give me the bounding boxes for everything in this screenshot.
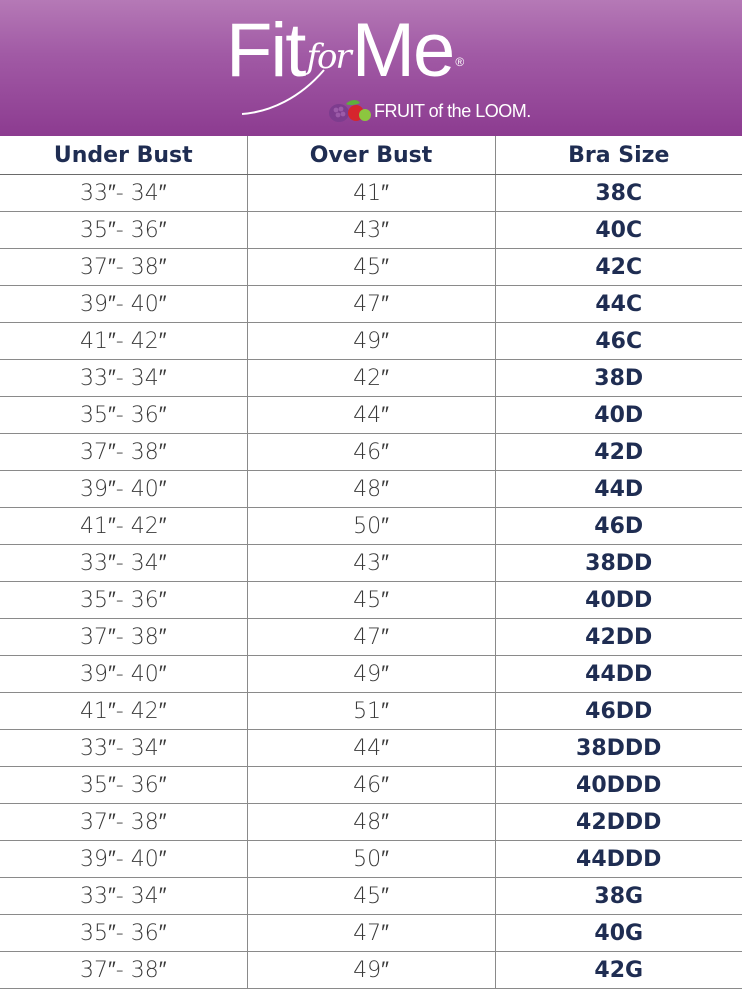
table-row bbox=[0, 619, 742, 656]
header-row bbox=[0, 136, 742, 175]
table-row bbox=[0, 286, 742, 323]
table-row bbox=[0, 767, 742, 804]
logo-for: for bbox=[306, 37, 350, 77]
fruit-cluster-icon bbox=[326, 98, 372, 124]
table-row bbox=[0, 471, 742, 508]
bra-size-cell: 40D bbox=[495, 397, 742, 434]
fruit-of-the-loom-text: FRUIT of the LOOM. bbox=[374, 100, 531, 121]
bra-size-cell: 44D bbox=[495, 471, 742, 508]
over-bust-cell: 47″ bbox=[247, 619, 495, 656]
under-bust-cell: 33″- 34″ bbox=[0, 360, 247, 397]
under-bust-cell: 37″- 38″ bbox=[0, 249, 247, 286]
bra-size-cell: 38DD bbox=[495, 545, 742, 582]
logo-registered-mark: ® bbox=[455, 55, 465, 69]
over-bust-cell: 42″ bbox=[247, 360, 495, 397]
table-row bbox=[0, 693, 742, 730]
table-row bbox=[0, 730, 742, 767]
table-row bbox=[0, 434, 742, 471]
table-header bbox=[0, 136, 742, 175]
under-bust-cell: 37″- 38″ bbox=[0, 434, 247, 471]
logo-me: Me bbox=[351, 8, 454, 93]
table-row bbox=[0, 952, 742, 989]
fruit-of-the-loom-logo bbox=[326, 98, 531, 124]
over-bust-cell: 49″ bbox=[247, 952, 495, 989]
under-bust-cell: 35″- 36″ bbox=[0, 212, 247, 249]
table-row bbox=[0, 175, 742, 212]
table-row bbox=[0, 804, 742, 841]
bra-size-cell: 40DD bbox=[495, 582, 742, 619]
bra-size-cell: 40DDD bbox=[495, 767, 742, 804]
over-bust-cell: 46″ bbox=[247, 767, 495, 804]
under-bust-cell: 33″- 34″ bbox=[0, 175, 247, 212]
logo-fit: Fit bbox=[226, 8, 305, 93]
table-row bbox=[0, 397, 742, 434]
table-row bbox=[0, 508, 742, 545]
over-bust-cell: 43″ bbox=[247, 212, 495, 249]
table-row bbox=[0, 323, 742, 360]
table-row bbox=[0, 878, 742, 915]
over-bust-cell: 49″ bbox=[247, 656, 495, 693]
bra-size-cell: 46D bbox=[495, 508, 742, 545]
table-row bbox=[0, 841, 742, 878]
over-bust-cell: 47″ bbox=[247, 286, 495, 323]
bra-size-cell: 38DDD bbox=[495, 730, 742, 767]
under-bust-cell: 37″- 38″ bbox=[0, 804, 247, 841]
under-bust-cell: 35″- 36″ bbox=[0, 397, 247, 434]
over-bust-cell: 44″ bbox=[247, 730, 495, 767]
under-bust-cell: 33″- 34″ bbox=[0, 878, 247, 915]
bra-size-cell: 42DD bbox=[495, 619, 742, 656]
under-bust-cell: 41″- 42″ bbox=[0, 323, 247, 360]
under-bust-cell: 39″- 40″ bbox=[0, 286, 247, 323]
bra-size-chart-table bbox=[0, 136, 742, 989]
over-bust-cell: 50″ bbox=[247, 508, 495, 545]
bra-size-cell: 46C bbox=[495, 323, 742, 360]
bra-size-cell: 44DD bbox=[495, 656, 742, 693]
over-bust-cell: 48″ bbox=[247, 804, 495, 841]
under-bust-cell: 41″- 42″ bbox=[0, 508, 247, 545]
table-row bbox=[0, 545, 742, 582]
over-bust-cell: 45″ bbox=[247, 249, 495, 286]
over-bust-cell: 51″ bbox=[247, 693, 495, 730]
header-over-bust: Over Bust bbox=[247, 136, 495, 175]
under-bust-cell: 35″- 36″ bbox=[0, 767, 247, 804]
bra-size-cell: 44C bbox=[495, 286, 742, 323]
header-under-bust: Under Bust bbox=[0, 136, 247, 175]
under-bust-cell: 35″- 36″ bbox=[0, 915, 247, 952]
under-bust-cell: 33″- 34″ bbox=[0, 545, 247, 582]
under-bust-cell: 37″- 38″ bbox=[0, 952, 247, 989]
bra-size-cell: 42G bbox=[495, 952, 742, 989]
bra-size-cell: 46DD bbox=[495, 693, 742, 730]
bra-size-cell: 42D bbox=[495, 434, 742, 471]
under-bust-cell: 37″- 38″ bbox=[0, 619, 247, 656]
over-bust-cell: 45″ bbox=[247, 878, 495, 915]
under-bust-cell: 39″- 40″ bbox=[0, 656, 247, 693]
bra-size-cell: 38D bbox=[495, 360, 742, 397]
brand-header bbox=[0, 0, 742, 136]
under-bust-cell: 35″- 36″ bbox=[0, 582, 247, 619]
bra-size-cell: 42C bbox=[495, 249, 742, 286]
over-bust-cell: 41″ bbox=[247, 175, 495, 212]
over-bust-cell: 46″ bbox=[247, 434, 495, 471]
under-bust-cell: 39″- 40″ bbox=[0, 841, 247, 878]
bra-size-cell: 44DDD bbox=[495, 841, 742, 878]
bra-size-cell: 38G bbox=[495, 878, 742, 915]
under-bust-cell: 39″- 40″ bbox=[0, 471, 247, 508]
table-body bbox=[0, 175, 742, 989]
under-bust-cell: 41″- 42″ bbox=[0, 693, 247, 730]
table-row bbox=[0, 656, 742, 693]
over-bust-cell: 50″ bbox=[247, 841, 495, 878]
over-bust-cell: 48″ bbox=[247, 471, 495, 508]
over-bust-cell: 45″ bbox=[247, 582, 495, 619]
bra-size-cell: 38C bbox=[495, 175, 742, 212]
bra-size-cell: 40G bbox=[495, 915, 742, 952]
over-bust-cell: 43″ bbox=[247, 545, 495, 582]
table-row bbox=[0, 212, 742, 249]
table-row bbox=[0, 360, 742, 397]
fit-for-me-logo bbox=[226, 6, 464, 107]
over-bust-cell: 47″ bbox=[247, 915, 495, 952]
table-row bbox=[0, 582, 742, 619]
under-bust-cell: 33″- 34″ bbox=[0, 730, 247, 767]
table-row bbox=[0, 249, 742, 286]
header-bra-size: Bra Size bbox=[495, 136, 742, 175]
over-bust-cell: 44″ bbox=[247, 397, 495, 434]
over-bust-cell: 49″ bbox=[247, 323, 495, 360]
table-row bbox=[0, 915, 742, 952]
bra-size-cell: 42DDD bbox=[495, 804, 742, 841]
bra-size-cell: 40C bbox=[495, 212, 742, 249]
